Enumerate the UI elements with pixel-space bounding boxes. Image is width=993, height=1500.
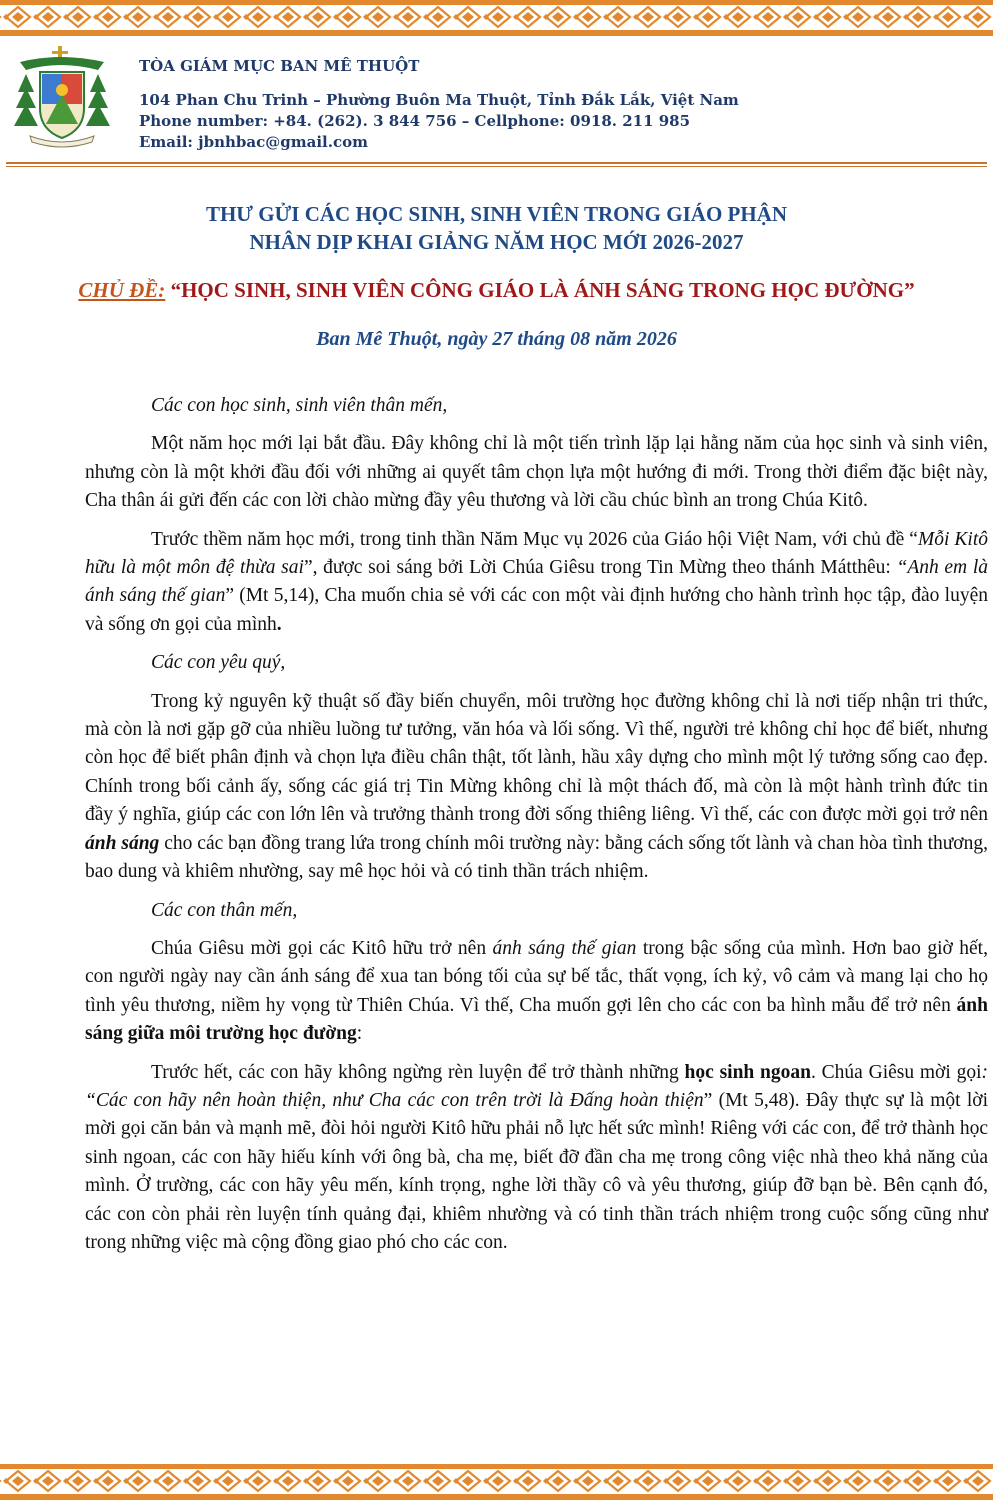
org-name: TÒA GIÁM MỤC BAN MÊ THUỘT <box>139 57 420 75</box>
letter-date: Ban Mê Thuột, ngày 27 tháng 08 năm 2026 <box>316 328 677 350</box>
episcopal-coat-of-arms-icon <box>12 44 112 152</box>
header-divider-thin <box>6 166 987 167</box>
top-decorative-border <box>0 0 993 36</box>
theme-text: “HỌC SINH, SINH VIÊN CÔNG GIÁO LÀ ÁNH SÁNG TRONG HỌC ĐƯỜNG” <box>165 278 915 302</box>
letter-body <box>85 392 988 1267</box>
paragraph-5: Trước hết, các con hãy không ngừng rèn luyện để trở thành những học sinh ngoan. Chúa Giêsu mời gọi: “Các con hãy nên hoàn thiện, như Cha các con trên trời là Đấng hoàn thiện” (Mt 5,48). Đây thực sự là một lời mời gọi căn bản và mạnh mẽ, đòi hỏi người Kitô hữu phải nỗ lực hết sức mình! Riêng với các con, để trở thành học sinh ngoan, các con hãy hiếu kính với ông bà, cha mẹ, biết đỡ đần cha mẹ trong công việc nhà theo khả năng của mình. Ở trường, các con hãy yêu mến, kính trọng, nghe lời thầy cô và yêu thương, giúp đỡ bạn bè. Bên cạnh đó, các con còn phải rèn luyện tính quảng đại, khiêm nhường và có tinh thần trách nhiệm trong cuộc sống cũng như trong những việc mà cộng đồng giao phó cho các con. <box>85 1061 988 1253</box>
bottom-decorative-border <box>0 1464 993 1500</box>
salutation-1: Các con học sinh, sinh viên thân mến, <box>151 395 448 416</box>
letter-theme <box>0 278 993 303</box>
salutation-2: Các con yêu quý, <box>151 652 286 674</box>
org-email: Email: jbnhbac@gmail.com <box>139 133 368 151</box>
theme-label: CHỦ ĐỀ: <box>78 278 166 302</box>
paragraph-1: Một năm học mới lại bắt đầu. Đây không chỉ là một tiến trình lặp lại hằng năm của học sinh và sinh viên, nhưng còn là một khởi đầu đối với những ai quyết tâm chọn lựa một hướng đi mới. Trong thời điểm đặc biệt này, Cha thân ái gửi đến các con lời chào mừng đầy yêu thương và lời cầu chúc bình an trong Chúa Kitô. <box>85 433 988 512</box>
paragraph-2: Trước thềm năm học mới, trong tinh thần Năm Mục vụ 2026 của Giáo hội Việt Nam, với chủ đề “Mỗi Kitô hữu là một môn đệ thừa sai”, được soi sáng bởi Lời Chúa Giêsu trong Tin Mừng theo thánh Mátthêu: “Anh em là ánh sáng thế gian” (Mt 5,14), Cha muốn chia sẻ với các con một vài định hướng cho hành trình học tập, đào luyện và sống ơn gọi của mình. <box>85 528 988 635</box>
salutation-3: Các con thân mến, <box>151 899 298 921</box>
paragraph-3: Trong kỷ nguyên kỹ thuật số đầy biến chuyển, môi trường học đường không chỉ là nơi tiếp nhận tri thức, mà còn là nơi gặp gỡ của nhiều luồng tư tưởng, văn hóa và lối sống. Vì thế, người trẻ không chỉ học để biết, nhưng còn học để biết phân định và chọn lựa điều chân thật, tốt lành, hầu xây dựng cho mình một lý tưởng sống cao đẹp. Chính trong bối cảnh ấy, sống các giá trị Tin Mừng không chỉ là một thách đố, mà còn là một hành trình đức tin đầy ý nghĩa, giúp các con lớn lên và trưởng thành trong đời sống thiêng liêng. Vì thế, các con được mời gọi trở nên ánh sáng cho các bạn đồng trang lứa trong chính môi trường này: bằng cách sống tốt lành và chan hòa tình thương, bao dung và khiêm nhường, say mê học hỏi và có tinh thần trách nhiệm. <box>85 690 988 883</box>
letterhead <box>139 56 739 153</box>
org-address: 104 Phan Chu Trinh – Phường Buôn Ma Thuột, Tỉnh Đắk Lắk, Việt Nam <box>139 91 739 109</box>
letter-title-line-2: NHÂN DỊP KHAI GIẢNG NĂM HỌC MỚI 2026-2027 <box>249 230 744 254</box>
header-divider <box>6 162 987 164</box>
org-phone: Phone number: +84. (262). 3 844 756 – Cellphone: 0918. 211 985 <box>139 112 691 130</box>
letter-title-line-1: THƯ GỬI CÁC HỌC SINH, SINH VIÊN TRONG GIÁO PHẬN <box>205 202 788 226</box>
paragraph-4: Chúa Giêsu mời gọi các Kitô hữu trở nên ánh sáng thế gian trong bậc sống của mình. Hơn bao giờ hết, con người ngày nay cần ánh sáng để xua tan bóng tối của sự bế tắc, thất vọng, ích kỷ, vô cảm và mang lại cho họ tình yêu thương, niềm hy vọng từ Thiên Chúa. Vì thế, Cha muốn gợi lên cho các con ba hình mẫu để trở nên ánh sáng giữa môi trường học đường: <box>85 937 988 1045</box>
letter-title <box>0 200 993 256</box>
